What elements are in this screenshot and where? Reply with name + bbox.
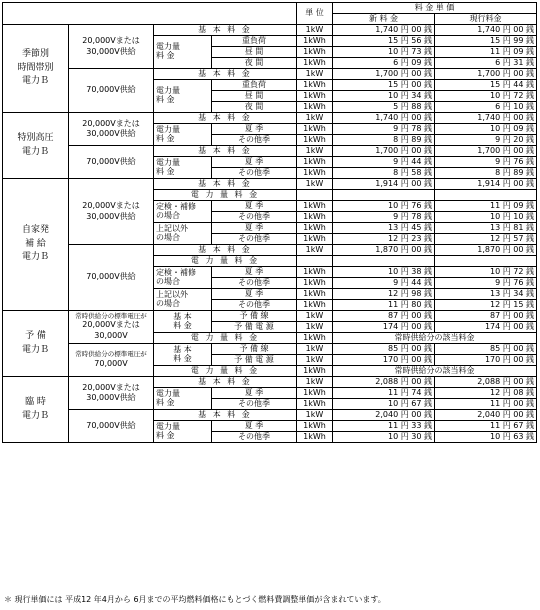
new-price-cell: 11 円 80 銭 [333,300,435,311]
reserve-type-label: 予 備 線 [212,311,297,322]
current-price-cell: 1,700 円 00 銭 [435,69,537,80]
unit-cell: 1kW [297,322,333,333]
reserve-type-label: 予 備 線 [212,344,297,355]
current-price-cell: 15 円 99 銭 [435,36,537,47]
new-price-cell: 10 円 67 銭 [333,399,435,410]
table-row [3,311,537,322]
table-row [3,69,537,80]
basic-charge-label: 基 本 料 金 [154,377,297,388]
unit-cell: 1kWh [297,300,333,311]
unit-cell: 1kWh [297,234,333,245]
supply-voltage-label: 70,000V [94,358,128,368]
new-price-cell [333,190,435,201]
supply-voltage: 70,000V供給 [69,69,154,113]
table-row [3,113,537,124]
unit-cell: 1kWh [297,124,333,135]
rate-table [2,2,537,443]
current-price-cell: 10 円 63 銭 [435,432,537,443]
unit-cell: 1kWh [297,278,333,289]
period-label: 重負荷 [212,36,297,47]
unit-cell: 1kWh [297,91,333,102]
energy-charge-label: 電力量 料 金 [154,421,212,443]
unit-cell: 1kWh [297,399,333,410]
new-price-cell: 15 円 56 銭 [333,36,435,47]
supply-voltage [69,311,154,344]
period-label: 夏 季 [212,289,297,300]
new-price-cell: 9 円 78 銭 [333,124,435,135]
unit-cell: 1kWh [297,135,333,146]
table-row [3,146,537,157]
supply-voltage: 20,000Vまたは 30,000V供給 [69,377,154,410]
energy-charge-label: 電 力 量 料 金 [154,333,297,344]
current-price-cell: 9 円 76 銭 [435,278,537,289]
table-row [3,410,537,421]
basic-charge-label: 基 本 料 金 [154,25,297,36]
period-label: 昼 間 [212,91,297,102]
header-unit: 単 位 [297,3,333,25]
new-price-cell: 11 円 33 銭 [333,421,435,432]
unit-cell: 1kWh [297,289,333,300]
new-price-cell: 9 円 78 銭 [333,212,435,223]
unit-cell [297,256,333,267]
header-new-price: 新 料 金 [333,14,435,25]
new-price-cell: 1,914 円 00 銭 [333,179,435,190]
current-price-cell: 11 円 67 銭 [435,421,537,432]
unit-cell: 1kWh [297,366,333,377]
period-label: その他季 [212,168,297,179]
unit-cell: 1kW [297,344,333,355]
period-label: 夏 季 [212,201,297,212]
unit-cell: 1kW [297,146,333,157]
current-price-cell: 12 円 08 銭 [435,388,537,399]
current-price-cell: 10 円 09 銭 [435,124,537,135]
new-price-cell: 1,870 円 00 銭 [333,245,435,256]
current-price-cell: 6 円 31 銭 [435,58,537,69]
unit-cell: 1kWh [297,201,333,212]
table-row [3,377,537,388]
current-price-cell: 1,700 円 00 銭 [435,146,537,157]
basic-charge-label: 基 本 料 金 [154,179,297,190]
header-price: 料 金 単 価 [333,3,537,14]
current-price-cell: 87 円 00 銭 [435,311,537,322]
header-row [3,3,537,14]
basic-charge-label: 基 本 料 金 [154,69,297,80]
supply-voltage: 70,000V供給 [69,146,154,179]
condition-label: 定検・補修 の場合 [154,201,212,223]
unit-cell: 1kWh [297,212,333,223]
period-label: 夜 間 [212,102,297,113]
unit-cell: 1kW [297,113,333,124]
unit-cell: 1kWh [297,80,333,91]
new-price-cell: 85 円 00 銭 [333,344,435,355]
reserve-type-label: 予 備 電 源 [212,322,297,333]
energy-charge-label: 電力量 料 金 [154,388,212,410]
unit-cell: 1kW [297,25,333,36]
new-price-cell: 10 円 76 銭 [333,201,435,212]
new-price-cell: 10 円 34 銭 [333,91,435,102]
table-row [3,179,537,190]
new-price-cell: 1,700 円 00 銭 [333,146,435,157]
new-price-cell: 13 円 45 銭 [333,223,435,234]
unit-cell: 1kW [297,69,333,80]
period-label: その他季 [212,432,297,443]
section-title: 予 備 電力Ｂ [3,311,69,377]
new-price-cell: 9 円 44 銭 [333,278,435,289]
energy-charge-label: 電力量 料 金 [154,124,212,146]
unit-cell: 1kWh [297,168,333,179]
new-price-cell: 1,700 円 00 銭 [333,69,435,80]
unit-cell: 1kW [297,377,333,388]
section-title: 臨 時 電力Ｂ [3,377,69,443]
rate-table-body [3,25,537,443]
footnote: ＊ 現行単価には 平成12 年4月から 6月までの平均燃料価格にもとづく燃料費調整単価が含まれています。 [4,595,386,604]
unit-cell: 1kWh [297,102,333,113]
supply-voltage [69,344,154,377]
current-price-cell [435,190,537,201]
energy-charge-label: 電 力 量 料 金 [154,190,297,201]
basic-charge-label: 基 本 料 金 [154,146,297,157]
energy-charge-label: 電 力 量 料 金 [154,256,297,267]
basic-charge-label: 基 本 料 金 [154,311,212,333]
new-price-cell: 15 円 00 銭 [333,80,435,91]
energy-charge-value: 常時供給分の該当料金 [333,366,537,377]
section-title: 特別高圧 電力Ｂ [3,113,69,179]
supply-voltage: 20,000Vまたは 30,000V供給 [69,179,154,245]
supply-voltage: 20,000Vまたは 30,000V供給 [69,25,154,69]
new-price-cell: 170 円 00 銭 [333,355,435,366]
current-price-cell: 12 円 57 銭 [435,234,537,245]
current-price-cell: 12 円 15 銭 [435,300,537,311]
unit-cell: 1kWh [297,157,333,168]
unit-cell: 1kW [297,179,333,190]
supply-voltage-label: 20,000Vまたは 30,000V [82,320,140,340]
current-price-cell: 85 円 00 銭 [435,344,537,355]
new-price-cell: 87 円 00 銭 [333,311,435,322]
period-label: 夏 季 [212,223,297,234]
period-label: その他季 [212,135,297,146]
new-price-cell: 12 円 23 銭 [333,234,435,245]
unit-cell: 1kWh [297,333,333,344]
supply-voltage: 20,000Vまたは 30,000V供給 [69,113,154,146]
basic-charge-label: 基 本 料 金 [154,410,297,421]
table-row [3,344,537,355]
header-current-price: 現行料金 [435,14,537,25]
period-label: 昼 間 [212,47,297,58]
current-price-cell [435,256,537,267]
current-price-cell: 13 円 34 銭 [435,289,537,300]
current-price-cell: 2,040 円 00 銭 [435,410,537,421]
supply-note: 常時供給分の標準電圧が [75,350,147,359]
new-price-cell: 10 円 30 銭 [333,432,435,443]
energy-charge-label: 電力量 料 金 [154,157,212,179]
period-label: 夏 季 [212,124,297,135]
current-price-cell: 10 円 10 銭 [435,212,537,223]
period-label: その他季 [212,300,297,311]
period-label: 夏 季 [212,267,297,278]
current-price-cell: 9 円 76 銭 [435,157,537,168]
new-price-cell: 10 円 73 銭 [333,47,435,58]
current-price-cell: 1,914 円 00 銭 [435,179,537,190]
period-label: その他季 [212,234,297,245]
unit-cell: 1kWh [297,267,333,278]
new-price-cell: 12 円 98 銭 [333,289,435,300]
header-blank [3,3,297,25]
condition-label: 上記以外 の場合 [154,289,212,311]
current-price-cell: 1,870 円 00 銭 [435,245,537,256]
current-price-cell: 11 円 09 銭 [435,201,537,212]
new-price-cell: 1,740 円 00 銭 [333,113,435,124]
current-price-cell: 174 円 00 銭 [435,322,537,333]
current-price-cell: 8 円 89 銭 [435,168,537,179]
new-price-cell: 10 円 38 銭 [333,267,435,278]
unit-cell [297,190,333,201]
unit-cell: 1kWh [297,432,333,443]
energy-charge-label: 電力量 料 金 [154,80,212,113]
reserve-type-label: 予 備 電 源 [212,355,297,366]
table-row [3,25,537,36]
supply-voltage: 70,000V供給 [69,410,154,443]
unit-cell: 1kW [297,355,333,366]
section-title: 季節別 時間帯別 電力Ｂ [3,25,69,113]
current-price-cell: 11 円 00 銭 [435,399,537,410]
basic-charge-label: 基 本 料 金 [154,113,297,124]
section-title: 自家発 補 給 電力Ｂ [3,179,69,311]
basic-charge-label: 基 本 料 金 [154,344,212,366]
unit-cell: 1kWh [297,58,333,69]
new-price-cell: 1,740 円 00 銭 [333,25,435,36]
current-price-cell: 6 円 10 銭 [435,102,537,113]
new-price-cell [333,256,435,267]
unit-cell: 1kWh [297,421,333,432]
period-label: 夏 季 [212,421,297,432]
unit-cell: 1kWh [297,36,333,47]
new-price-cell: 6 円 09 銭 [333,58,435,69]
current-price-cell: 2,088 円 00 銭 [435,377,537,388]
period-label: その他季 [212,212,297,223]
period-label: 夏 季 [212,388,297,399]
supply-voltage: 70,000V供給 [69,245,154,311]
period-label: その他季 [212,278,297,289]
energy-charge-label: 電 力 量 料 金 [154,366,297,377]
unit-cell: 1kWh [297,223,333,234]
period-label: 夜 間 [212,58,297,69]
current-price-cell: 9 円 20 銭 [435,135,537,146]
new-price-cell: 9 円 44 銭 [333,157,435,168]
period-label: 夏 季 [212,157,297,168]
condition-label: 上記以外 の場合 [154,223,212,245]
current-price-cell: 13 円 81 銭 [435,223,537,234]
unit-cell: 1kW [297,410,333,421]
new-price-cell: 2,088 円 00 銭 [333,377,435,388]
period-label: その他季 [212,399,297,410]
unit-cell: 1kW [297,245,333,256]
current-price-cell: 11 円 09 銭 [435,47,537,58]
new-price-cell: 174 円 00 銭 [333,322,435,333]
current-price-cell: 10 円 72 銭 [435,91,537,102]
new-price-cell: 8 円 89 銭 [333,135,435,146]
unit-cell: 1kW [297,311,333,322]
unit-cell: 1kWh [297,47,333,58]
new-price-cell: 8 円 58 銭 [333,168,435,179]
basic-charge-label: 基 本 料 金 [154,245,297,256]
current-price-cell: 1,740 円 00 銭 [435,25,537,36]
unit-cell: 1kWh [297,388,333,399]
table-row [3,245,537,256]
energy-charge-label: 電力量 料 金 [154,36,212,69]
current-price-cell: 10 円 72 銭 [435,267,537,278]
current-price-cell: 1,740 円 00 銭 [435,113,537,124]
new-price-cell: 5 円 88 銭 [333,102,435,113]
period-label: 重負荷 [212,80,297,91]
condition-label: 定検・補修 の場合 [154,267,212,289]
supply-note: 常時供給分の標準電圧が [75,311,147,320]
new-price-cell: 2,040 円 00 銭 [333,410,435,421]
current-price-cell: 15 円 44 銭 [435,80,537,91]
current-price-cell: 170 円 00 銭 [435,355,537,366]
new-price-cell: 11 円 74 銭 [333,388,435,399]
energy-charge-value: 常時供給分の該当料金 [333,333,537,344]
